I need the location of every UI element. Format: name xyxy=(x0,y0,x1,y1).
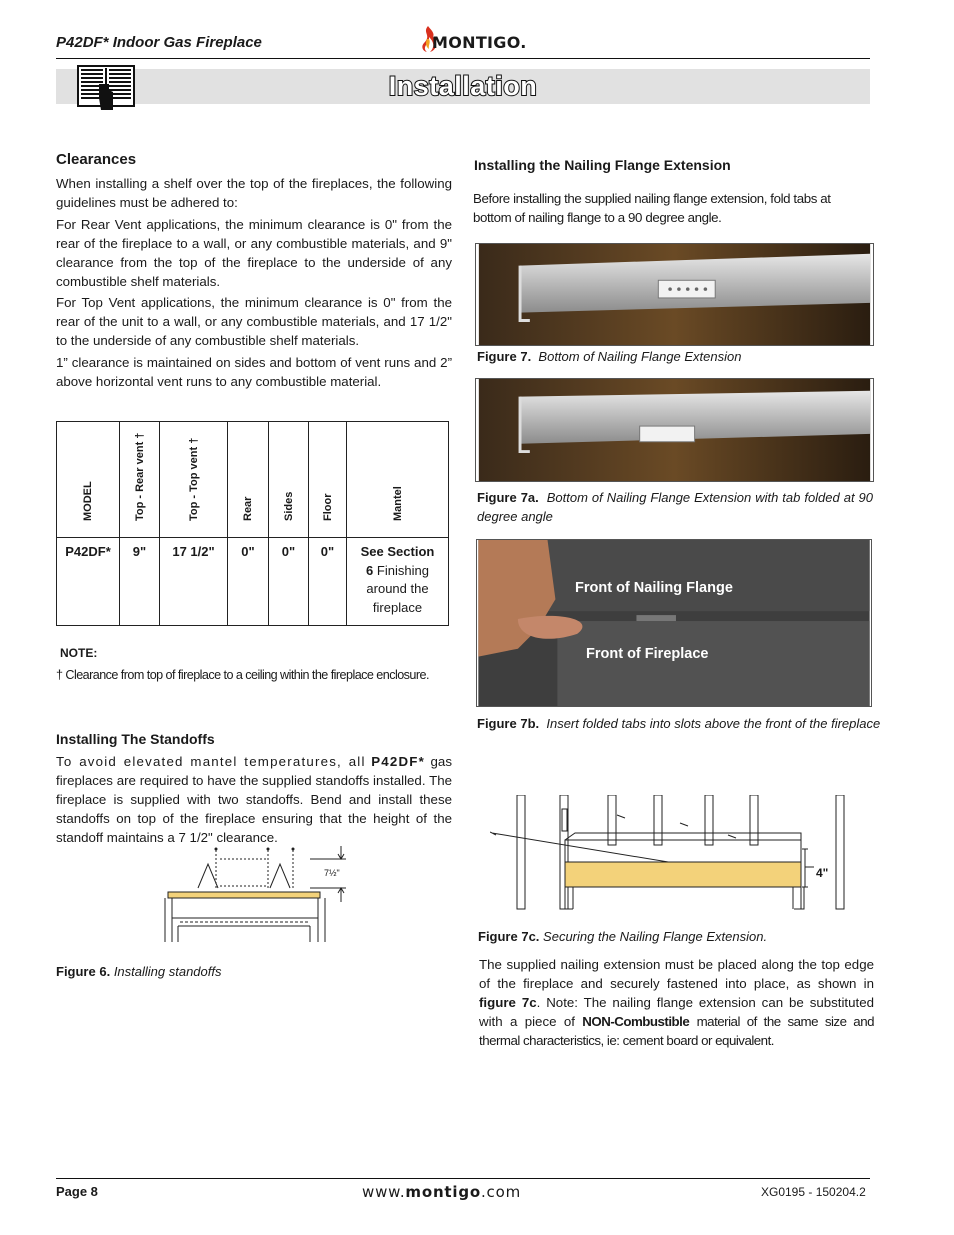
figure-7c-diagram xyxy=(490,795,850,912)
manual-book-icon xyxy=(75,64,137,112)
brand-logo: MONTIGO. xyxy=(432,33,527,52)
standoffs-heading: Installing The Standoffs xyxy=(56,731,215,747)
document-title: P42DF* Indoor Gas Fireplace xyxy=(56,34,262,51)
cell-sides: 0" xyxy=(269,538,309,626)
standoff-dimension-label: 7½" xyxy=(324,868,340,878)
cell-model: P42DF* xyxy=(57,538,120,626)
figure-7a-photo xyxy=(475,378,874,482)
nailing-flange-heading: Installing the Nailing Flange Extension xyxy=(474,157,731,173)
clearances-heading: Clearances xyxy=(56,151,137,168)
col-sides: Sides xyxy=(269,422,309,538)
figure-7c-caption: Figure 7c. Securing the Nailing Flange Extension. xyxy=(478,929,768,944)
clearances-paragraph-3: For Top Vent applications, the minimum clearance is 0" from the rear of the unit to a wall, or any combustible materials, and 17 1/2" to the underside of any combustible shelf materials. xyxy=(56,295,452,348)
col-top-top-vent: Top - Top vent † xyxy=(160,422,228,538)
col-rear: Rear xyxy=(228,422,269,538)
col-floor: Floor xyxy=(309,422,347,538)
table-row xyxy=(57,538,449,626)
clearance-table xyxy=(56,421,449,626)
cell-top-rear: 9" xyxy=(120,538,160,626)
col-mantel: Mantel xyxy=(347,422,449,538)
clearances-paragraph-1: When installing a shelf over the top of the fireplaces, the following guidelines must be adhered to: xyxy=(56,176,452,210)
figure-7-caption: Figure 7. Bottom of Nailing Flange Extension xyxy=(477,349,742,364)
col-top-rear-vent: Top - Rear vent † xyxy=(120,422,160,538)
header-rule xyxy=(56,58,870,59)
document-code: XG0195 - 150204.2 xyxy=(761,1185,866,1199)
photo-label-nailing-flange: Front of Nailing Flange xyxy=(575,580,733,596)
col-model: MODEL xyxy=(57,422,120,538)
section-title: Installation xyxy=(388,71,538,101)
note-text: † Clearance from top of fireplace to a ceiling within the fireplace enclosure. xyxy=(56,668,429,682)
figure-7b-caption: Figure 7b. Insert folded tabs into slots above the front of the fireplace xyxy=(477,716,881,731)
cell-mantel: See Section 6 Finishing around the fireplace xyxy=(347,538,449,626)
standoffs-paragraph: To avoid elevated mantel temperatures, all P42DF* gas fireplaces are required to have the supplied standoffs installed. The fireplace is supplied with two standoffs. Bend and install these standoffs on top of the fireplace ensuring that the height of the standoff maintains a 7 1/2" clearance. xyxy=(56,754,452,845)
section-banner xyxy=(56,69,870,104)
cell-rear: 0" xyxy=(228,538,269,626)
clearances-paragraph-2: For Rear Vent applications, the minimum clearance is 0" from the rear of the fireplace to a wall, or any combustible materials, and 9" clearance from the top of the fireplace to the underside of any combustible shelf materials. xyxy=(56,217,452,289)
footer-url: www.montigo.com xyxy=(362,1183,521,1201)
cell-top-top: 17 1/2" xyxy=(160,538,228,626)
figure-7b-photo xyxy=(476,539,872,707)
photo-label-fireplace: Front of Fireplace xyxy=(586,646,709,662)
figure-6-caption: Figure 6. Installing standoffs xyxy=(56,964,222,979)
dimension-4-label: 4" xyxy=(816,866,829,880)
nailing-final-paragraph: The supplied nailing extension must be placed along the top edge of the fireplace and securely fastened into place, as shown in figure 7c. Note: The nailing flange extension can be substituted with a piece of NON-Combustible material of the same size and thermal characteristics, ie: cement board or equivalent. xyxy=(479,957,874,1048)
footer-rule xyxy=(56,1178,870,1179)
nailing-intro-paragraph: Before installing the supplied nailing flange extension, fold tabs at bottom of nailing flange to a 90 degree angle. xyxy=(473,191,831,225)
figure-7a-caption: Figure 7a. Bottom of Nailing Flange Extension with tab folded at 90 degree angle xyxy=(477,490,873,524)
cell-floor: 0" xyxy=(309,538,347,626)
note-label: NOTE: xyxy=(60,646,98,660)
page-number: Page 8 xyxy=(56,1184,98,1199)
table-header-row xyxy=(57,422,449,538)
standoffs-diagram xyxy=(160,842,355,945)
figure-7-photo xyxy=(475,243,874,346)
clearances-paragraph-4: 1” clearance is maintained on sides and bottom of vent runs and 2” above horizontal vent runs to any combustible material. xyxy=(56,355,452,389)
